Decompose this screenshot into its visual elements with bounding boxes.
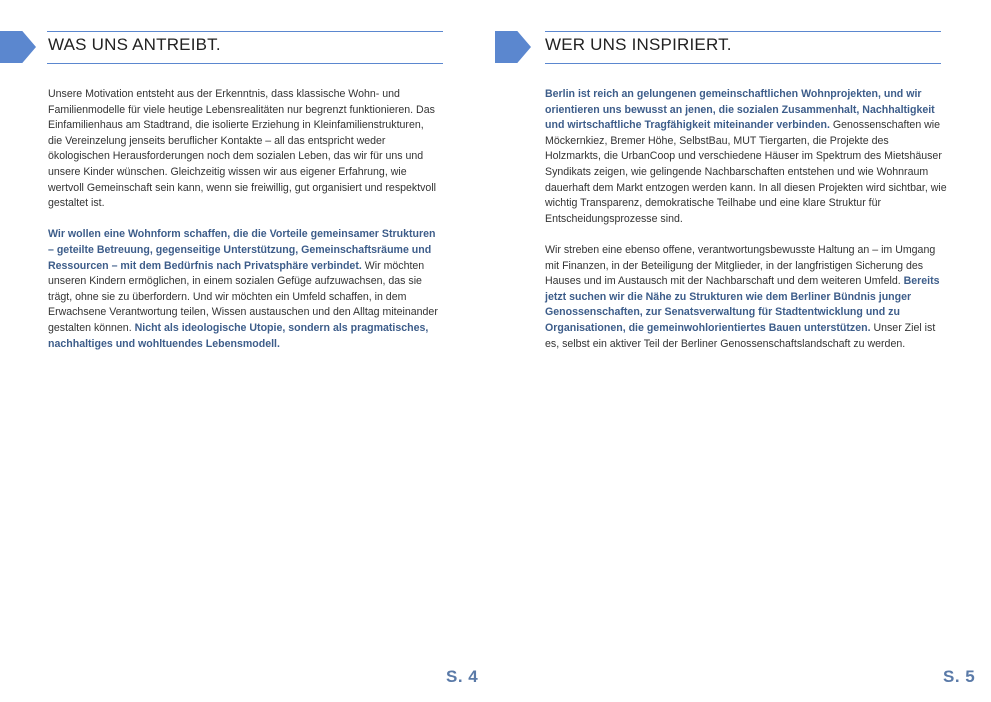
body-text xyxy=(48,87,438,368)
highlighted-text: Nicht als ideologische Utopie, sondern als pragmatisches, nachhaltiges und wohltuendes Lebensmodell. xyxy=(48,321,429,350)
page-number: S. 5 xyxy=(943,667,976,686)
paragraph xyxy=(545,87,947,227)
right-page xyxy=(495,0,991,702)
title-rule-top xyxy=(545,31,941,32)
paragraph xyxy=(48,227,438,352)
paragraph: Unsere Motivation entsteht aus der Erkenntnis, dass klassische Wohn- und Familienmodelle für viele heutige Lebensrealitäten nur begrenzt funktionieren. Das Einfamilienhaus am Stadtrand, die isolierte Erziehung in Kleinfamilienstrukturen, die Vereinzelung jenseits beruflicher Kontakte – all das entspricht weder ökologischen Herausforderungen noch dem sozialen Leben, das wir für uns und unsere Kinder wünschen. Gleichzeitig wissen wir aus eigener Erfahrung, wie wertvoll Gemeinschaft sein kann, wenn sie freiwillig, gut organisiert und respektvoll gestaltet ist. xyxy=(48,88,437,210)
paragraph xyxy=(545,243,947,352)
title-rule-top xyxy=(47,31,443,32)
highlighted-text: Bereits jetzt suchen wir die Nähe zu Strukturen wie dem Berliner Bündnis junger Genossenschaften, zur Senatsverwaltung für Stadtentwicklung und zu Organisationen, die gemeinwohlorientiertes Bauen unterstützen. xyxy=(545,275,940,334)
paragraph-text: Genossenschaften wie Möckernkiez, Bremer Höhe, SelbstBau, MUT Tiergarten, die Projekte des Holzmarkts, die UrbanCoop und verschiedene Häuser im Spektrum des Mietshäuser Syndikats zeigen, wie gelingende Nachbarschaften entstehen und wie Wohnraum dauerhaft dem Markt entzogen werden kann. In all diesen Projekten wird sichtbar, wie wichtig Transparenz, demokratische Teilhabe und eine klare Struktur für Entscheidungsprozesse sind. xyxy=(545,119,947,225)
title-rule-bottom xyxy=(47,63,443,64)
body-text xyxy=(545,87,947,368)
paragraph-text: Unser Ziel ist es, selbst ein aktiver Teil der Berliner Genossenschaftslandschaft zu werden. xyxy=(545,321,936,350)
paragraph-text: Wir möchten unseren Kindern ermöglichen, in einem sozialen Gefüge aufzuwachsen, das sie trägt, ohne sie zu überfordern. Und wir möchten ein Umfeld schaffen, in dem Erwachsene Verantwortung teilen, Wissen austauschen und den Alltag miteinander gestalten können. xyxy=(48,259,438,334)
section-title: WAS UNS ANTREIBT. xyxy=(48,35,221,54)
left-page xyxy=(0,0,495,702)
arrow-marker-icon xyxy=(495,31,531,63)
section-title: WER UNS INSPIRIERT. xyxy=(545,35,732,54)
arrow-marker-icon xyxy=(0,31,36,63)
paragraph-text: Wir streben eine ebenso offene, verantwortungsbewusste Haltung an – im Umgang mit Finanzen, in der Beteiligung der Mitglieder, in der langfristigen Sicherung des Hauses und im Austausch mit der Nachbarschaft und dem weiteren Umfeld. xyxy=(545,243,936,288)
highlighted-text: Wir wollen eine Wohnform schaffen, die die Vorteile gemeinsamer Strukturen – geteilte Betreuung, gegenseitige Unterstützung, Gemeinschaftsräume und Ressourcen – mit dem Bedürfnis nach Privatsphäre verbindet. xyxy=(48,228,436,272)
page-number: S. 4 xyxy=(446,667,479,686)
highlighted-text: Berlin ist reich an gelungenen gemeinschaftlichen Wohnprojekten, und wir orientieren uns bewusst an jenen, die sozialen Zusammenhalt, Nachhaltigkeit und wirtschaftliche Tragfähigkeit miteinander verbinden. xyxy=(545,88,935,132)
title-rule-bottom xyxy=(545,63,941,64)
